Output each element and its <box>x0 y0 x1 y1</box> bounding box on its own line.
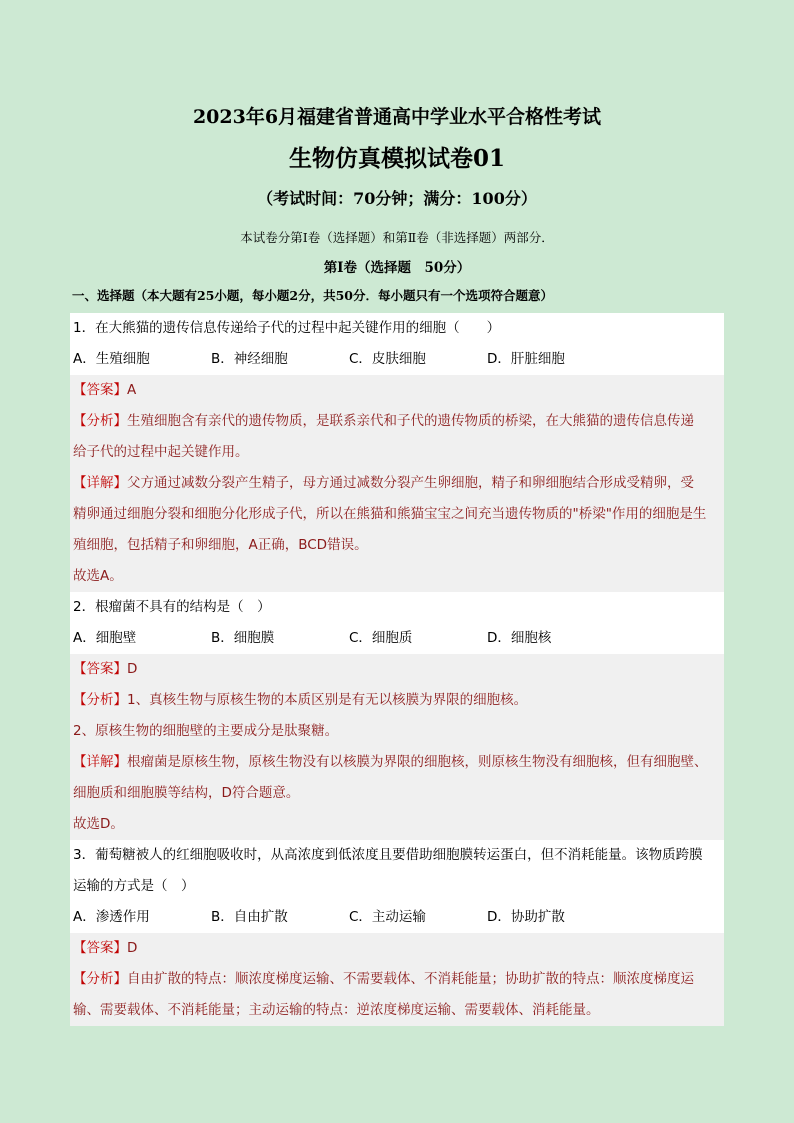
answer-label: 【答案】 <box>73 382 127 398</box>
q3-options <box>70 902 724 933</box>
q1-analysis-cont: 给子代的过程中起关键作用。 <box>70 437 724 468</box>
q2-options <box>70 623 724 654</box>
q2-option-d: D．细胞核 <box>487 630 552 646</box>
q2-answer: 【答案】D <box>70 654 724 685</box>
q1-option-c: C．皮肤细胞 <box>349 351 426 367</box>
q3-option-a: A．渗透作用 <box>73 909 150 925</box>
q3-analysis-cont: 输、需要载体、不消耗能量；主动运输的特点：逆浓度梯度运输、需要载体、消耗能量。 <box>70 995 724 1026</box>
q1-answer: 【答案】A <box>70 375 724 406</box>
q3-answer: 【答案】D <box>70 933 724 964</box>
q3-option-c: C．主动运输 <box>349 909 426 925</box>
q3-option-d: D．协助扩散 <box>487 909 565 925</box>
q1-option-a: A．生殖细胞 <box>73 351 150 367</box>
q3-option-b: B．自由扩散 <box>211 909 288 925</box>
q2-option-c: C．细胞质 <box>349 630 413 646</box>
q3-stem-cont: 运输的方式是（ ） <box>70 871 724 902</box>
q1-option-b: B．神经细胞 <box>211 351 288 367</box>
q1-conclusion: 故选A。 <box>70 561 724 592</box>
q1-detail: 【详解】父方通过减数分裂产生精子，母方通过减数分裂产生卵细胞，精子和卵细胞结合形成受精卵，受 <box>70 468 724 499</box>
q2-stem: 2．根瘤菌不具有的结构是（ ） <box>70 592 724 623</box>
q1-detail-cont2: 殖细胞，包括精子和卵细胞，A正确，BCD错误。 <box>70 530 724 561</box>
q1-options <box>70 344 724 375</box>
exam-time-info: （考试时间：70分钟；满分：100分） <box>257 189 537 208</box>
detail-label: 【详解】 <box>73 475 127 491</box>
q3-analysis: 【分析】自由扩散的特点：顺浓度梯度运输、不需要载体、不消耗能量；协助扩散的特点：顺浓度梯度运 <box>70 964 724 995</box>
questions-area <box>70 313 724 1030</box>
q3-stem: 3．葡萄糖被人的红细胞吸收时，从高浓度到低浓度且要借助细胞膜转运蛋白，但不消耗能量。该物质跨膜 <box>70 840 724 871</box>
exam-intro: 本试卷分第Ⅰ卷（选择题）和第Ⅱ卷（非选择题）两部分． <box>240 230 554 245</box>
part-heading: 第Ⅰ卷（选择题 50分） <box>323 260 471 276</box>
q2-detail: 【详解】根瘤菌是原核生物，原核生物没有以核膜为界限的细胞核，则原核生物没有细胞核，但有细胞壁、 <box>70 747 724 778</box>
q2-analysis-cont: 2、原核生物的细胞壁的主要成分是肽聚糖。 <box>70 716 724 747</box>
q2-conclusion: 故选D。 <box>70 809 724 840</box>
q1-option-d: D．肝脏细胞 <box>487 351 565 367</box>
exam-subtitle: 生物仿真模拟试卷01 <box>288 145 505 172</box>
q2-option-a: A．细胞壁 <box>73 630 137 646</box>
q2-option-b: B．细胞膜 <box>211 630 275 646</box>
exam-title: 2023年6月福建省普通高中学业水平合格性考试 <box>192 106 602 128</box>
q1-stem: 1．在大熊猫的遗传信息传递给子代的过程中起关键作用的细胞（ ） <box>70 313 724 344</box>
q1-detail-cont: 精卵通过细胞分裂和细胞分化形成子代，所以在熊猫和熊猫宝宝之间充当遗传物质的"桥梁"作用的细胞是生 <box>70 499 724 530</box>
q2-detail-cont: 细胞质和细胞膜等结构，D符合题意。 <box>70 778 724 809</box>
q2-analysis: 【分析】1、真核生物与原核生物的本质区别是有无以核膜为界限的细胞核。 <box>70 685 724 716</box>
q1-analysis: 【分析】生殖细胞含有亲代的遗传物质，是联系亲代和子代的遗传物质的桥梁，在大熊猫的遗传信息传递 <box>70 406 724 437</box>
analysis-label: 【分析】 <box>73 413 127 429</box>
section-heading: 一、选择题（本大题有25小题，每小题2分，共50分．每小题只有一个选项符合题意） <box>72 288 553 303</box>
